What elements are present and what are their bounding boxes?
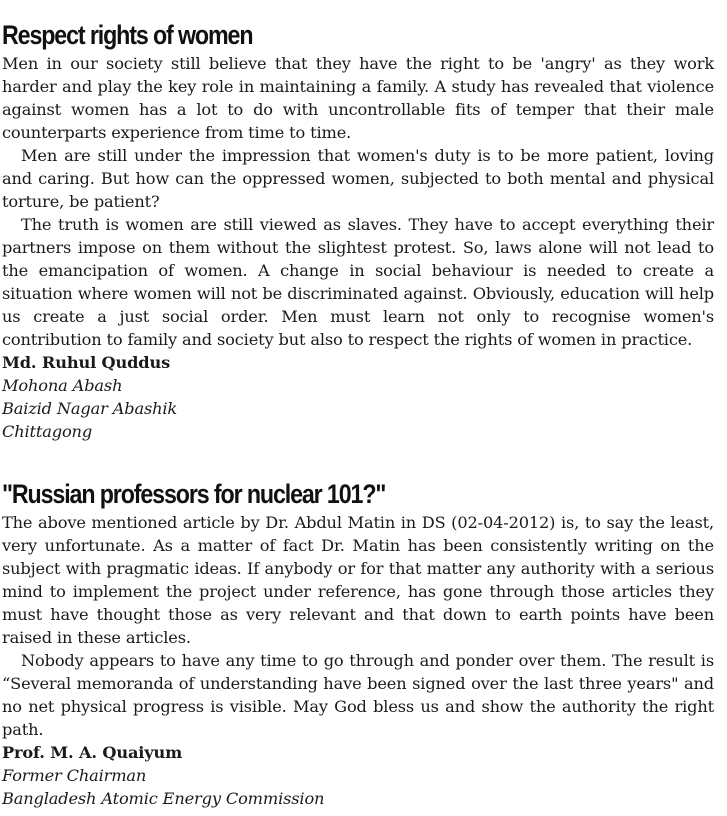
letter-title: "Russian professors for nuclear 101?" bbox=[2, 479, 386, 509]
author-address-line: Chittagong bbox=[2, 422, 93, 441]
letter-paragraph: The truth is women are still viewed as slaves. They have to accept everything their partners impose on them without the slightest protest. So, laws alone will not lead to the emancipation of women. A change in social behaviour is needed to create a situation where women will not be discriminated against. Obviously, education will help us create a just social order. Men must learn not only to recognise women's contribution to family and society but also to respect the rights of women in practice. bbox=[2, 215, 714, 349]
letter-title: Respect rights of women bbox=[2, 20, 253, 50]
author-address-line: Bangladesh Atomic Energy Commission bbox=[2, 789, 325, 808]
author-address-line: Mohona Abash bbox=[2, 376, 123, 395]
letter-paragraph: Men in our society still believe that they have the right to be 'angry' as they work harder and play the key role in maintaining a family. A study has revealed that violence against women has a lot to do with uncontrollable fits of temper that their male counterparts experience from time to time. bbox=[2, 54, 714, 142]
letter-paragraph: Men are still under the impression that women's duty is to be more patient, loving and caring. But how can the oppressed women, subjected to both mental and physical torture, be patient? bbox=[2, 146, 714, 211]
letter-separator bbox=[2, 443, 714, 466]
author-address-line: Former Chairman bbox=[2, 766, 147, 785]
letter-women-rights bbox=[2, 18, 714, 443]
letter-russian-professors bbox=[2, 477, 714, 810]
letters-page bbox=[2, 18, 714, 810]
letter-paragraph: Nobody appears to have any time to go through and ponder over them. The result is “Several memoranda of understanding have been signed over the last three years" and no net physical progress is visible. May God bless us and show the authority the right path. bbox=[2, 651, 714, 739]
author-name: Prof. M. A. Quaiyum bbox=[2, 743, 183, 762]
author-address-line: Baizid Nagar Abashik bbox=[2, 399, 178, 418]
letter-paragraph: The above mentioned article by Dr. Abdul Matin in DS (02-04-2012) is, to say the least, very unfortunate. As a matter of fact Dr. Matin has been consistently writing on the subject with pragmatic ideas. If anybody or for that matter any authority with a serious mind to implement the project under reference, has gone through those articles they must have thought those as very relevant and that down to earth points have been raised in these articles. bbox=[2, 513, 714, 647]
author-name: Md. Ruhul Quddus bbox=[2, 353, 171, 372]
